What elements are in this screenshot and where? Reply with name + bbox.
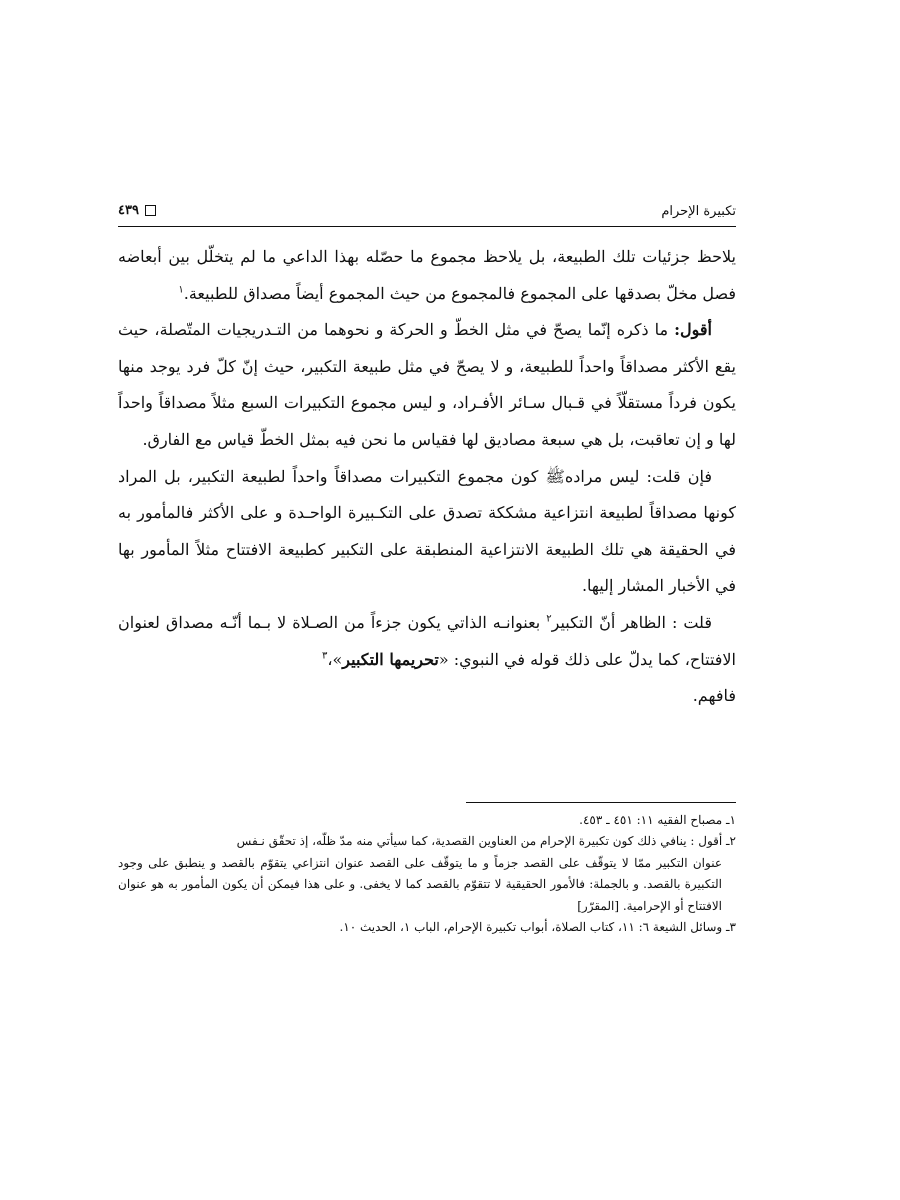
hadith-quote: تحريمها التكبير (342, 649, 439, 669)
paragraph-4-text-b: بعنوانـه الذاتي يكون جزءاً من الصـلاة لا بـما أنّـه مصداق لعنوان الافتتاح، كما يدلّ على ذلك قوله في النبوي: « (118, 612, 736, 669)
paragraph-1-text: يلاحظ جزئيات تلك الطبيعة، بل يلاحظ مجموع ما حصّله بهذا الداعي ما لم يتخلّل بين أبعاضه فصل مخلّ بصدقها على المجموع فالمجموع من حيث المجموع أيضاً مصداق للطبيعة. (118, 247, 736, 303)
footnote-1: ١ـ مصباح الفقيه ١١: ٤٥١ ـ ٤٥٣. (579, 813, 736, 827)
paragraph-2 (118, 312, 736, 458)
footnote-ref-2: ٢ (546, 613, 552, 625)
footnote-2-rest: عنوان التكبير ممّا لا يتوقّف على القصد جزماً و ما يتوقّف على القصد عنوان انتزاعي يتقوّم بالقصد و ينطبق على وجود التكبيرة بالقصد. و بالجملة: فالأمور الحقيقية لا تتقوّم بالقصد كما لا يخفى. و على هذا فيمكن أن يكون المأمور به هو عنوان الافتتاح أو الإحرامية. [المقرّر] (118, 855, 722, 913)
section-title: تكبيرة الإحرام (661, 204, 736, 219)
page-number: ٤٣٩ (118, 203, 139, 218)
footnote-3: ٣ـ وسائل الشيعة ٦: ١١، كتاب الصلاة، أبواب تكبيرة الإحرام، الباب ١، الحديث ١٠. (339, 920, 736, 935)
paragraph-4 (118, 605, 736, 678)
footnotes (118, 802, 736, 938)
running-header (118, 200, 736, 227)
footnote-divider (466, 802, 736, 803)
footnote-ref-1: ١ (178, 284, 184, 296)
paragraph-2-text: ما ذكره إنّما يصحّ في مثل الخطّ و الحركة و نحوهما من التـدريجيات المتّصلة، حيث يقع الأكثر مصداقاً واحداً للطبيعة، و لا يصحّ في مثل طبيعة التكبير، حيث إنّ كلّ فرد يوجد منها يكون فرداً مستقلّاً في قـبال سـائر الأفـراد، و ليس مجموع التكبيرات السبع مثلاً مصداقاً واحداً لها و إن تعاقبت، بل هي سبعة مصاديق لها فقياس ما نحن فيه بمثل الخطّ قياس مع الفارق. (118, 320, 736, 449)
footnote-2-first: ٢ـ أقول : ينافي ذلك كون تكبيرة الإحرام من العناوين القصدية، كما سيأتي منه مدّ ظلّه، إذ تحقّق نـفس (236, 834, 736, 849)
paragraph-4-text-a: قلت : الظاهر أنّ التكبير (551, 612, 713, 632)
main-text (118, 239, 736, 715)
book-page (118, 200, 736, 1030)
page-number-block (118, 203, 156, 218)
footnote-ref-3: ٣ (321, 650, 328, 662)
paragraph-5: فافهم. (692, 686, 736, 706)
square-box-icon (145, 205, 156, 216)
paragraph-2-lead: أقول: (674, 320, 712, 340)
paragraph-3: فإن قلت: ليس مرادهﷺ كون مجموع التكبيرات مصداقاً واحداً لطبيعة التكبير، بل المراد كونها مصداقاً لطبيعة انتزاعية مشككة تصدق على التكـبيرة الواحـدة و على الأكثر فالمأمور به في الحقيقة هي تلك الطبيعة الانتزاعية المنطبقة على التكبير كطبيعة الافتتاح مثلاً المأمور بها في الأخبار المشار إليها. (118, 466, 736, 596)
paragraph-4-text-c: »، (327, 649, 343, 669)
paragraph-1 (118, 239, 736, 312)
